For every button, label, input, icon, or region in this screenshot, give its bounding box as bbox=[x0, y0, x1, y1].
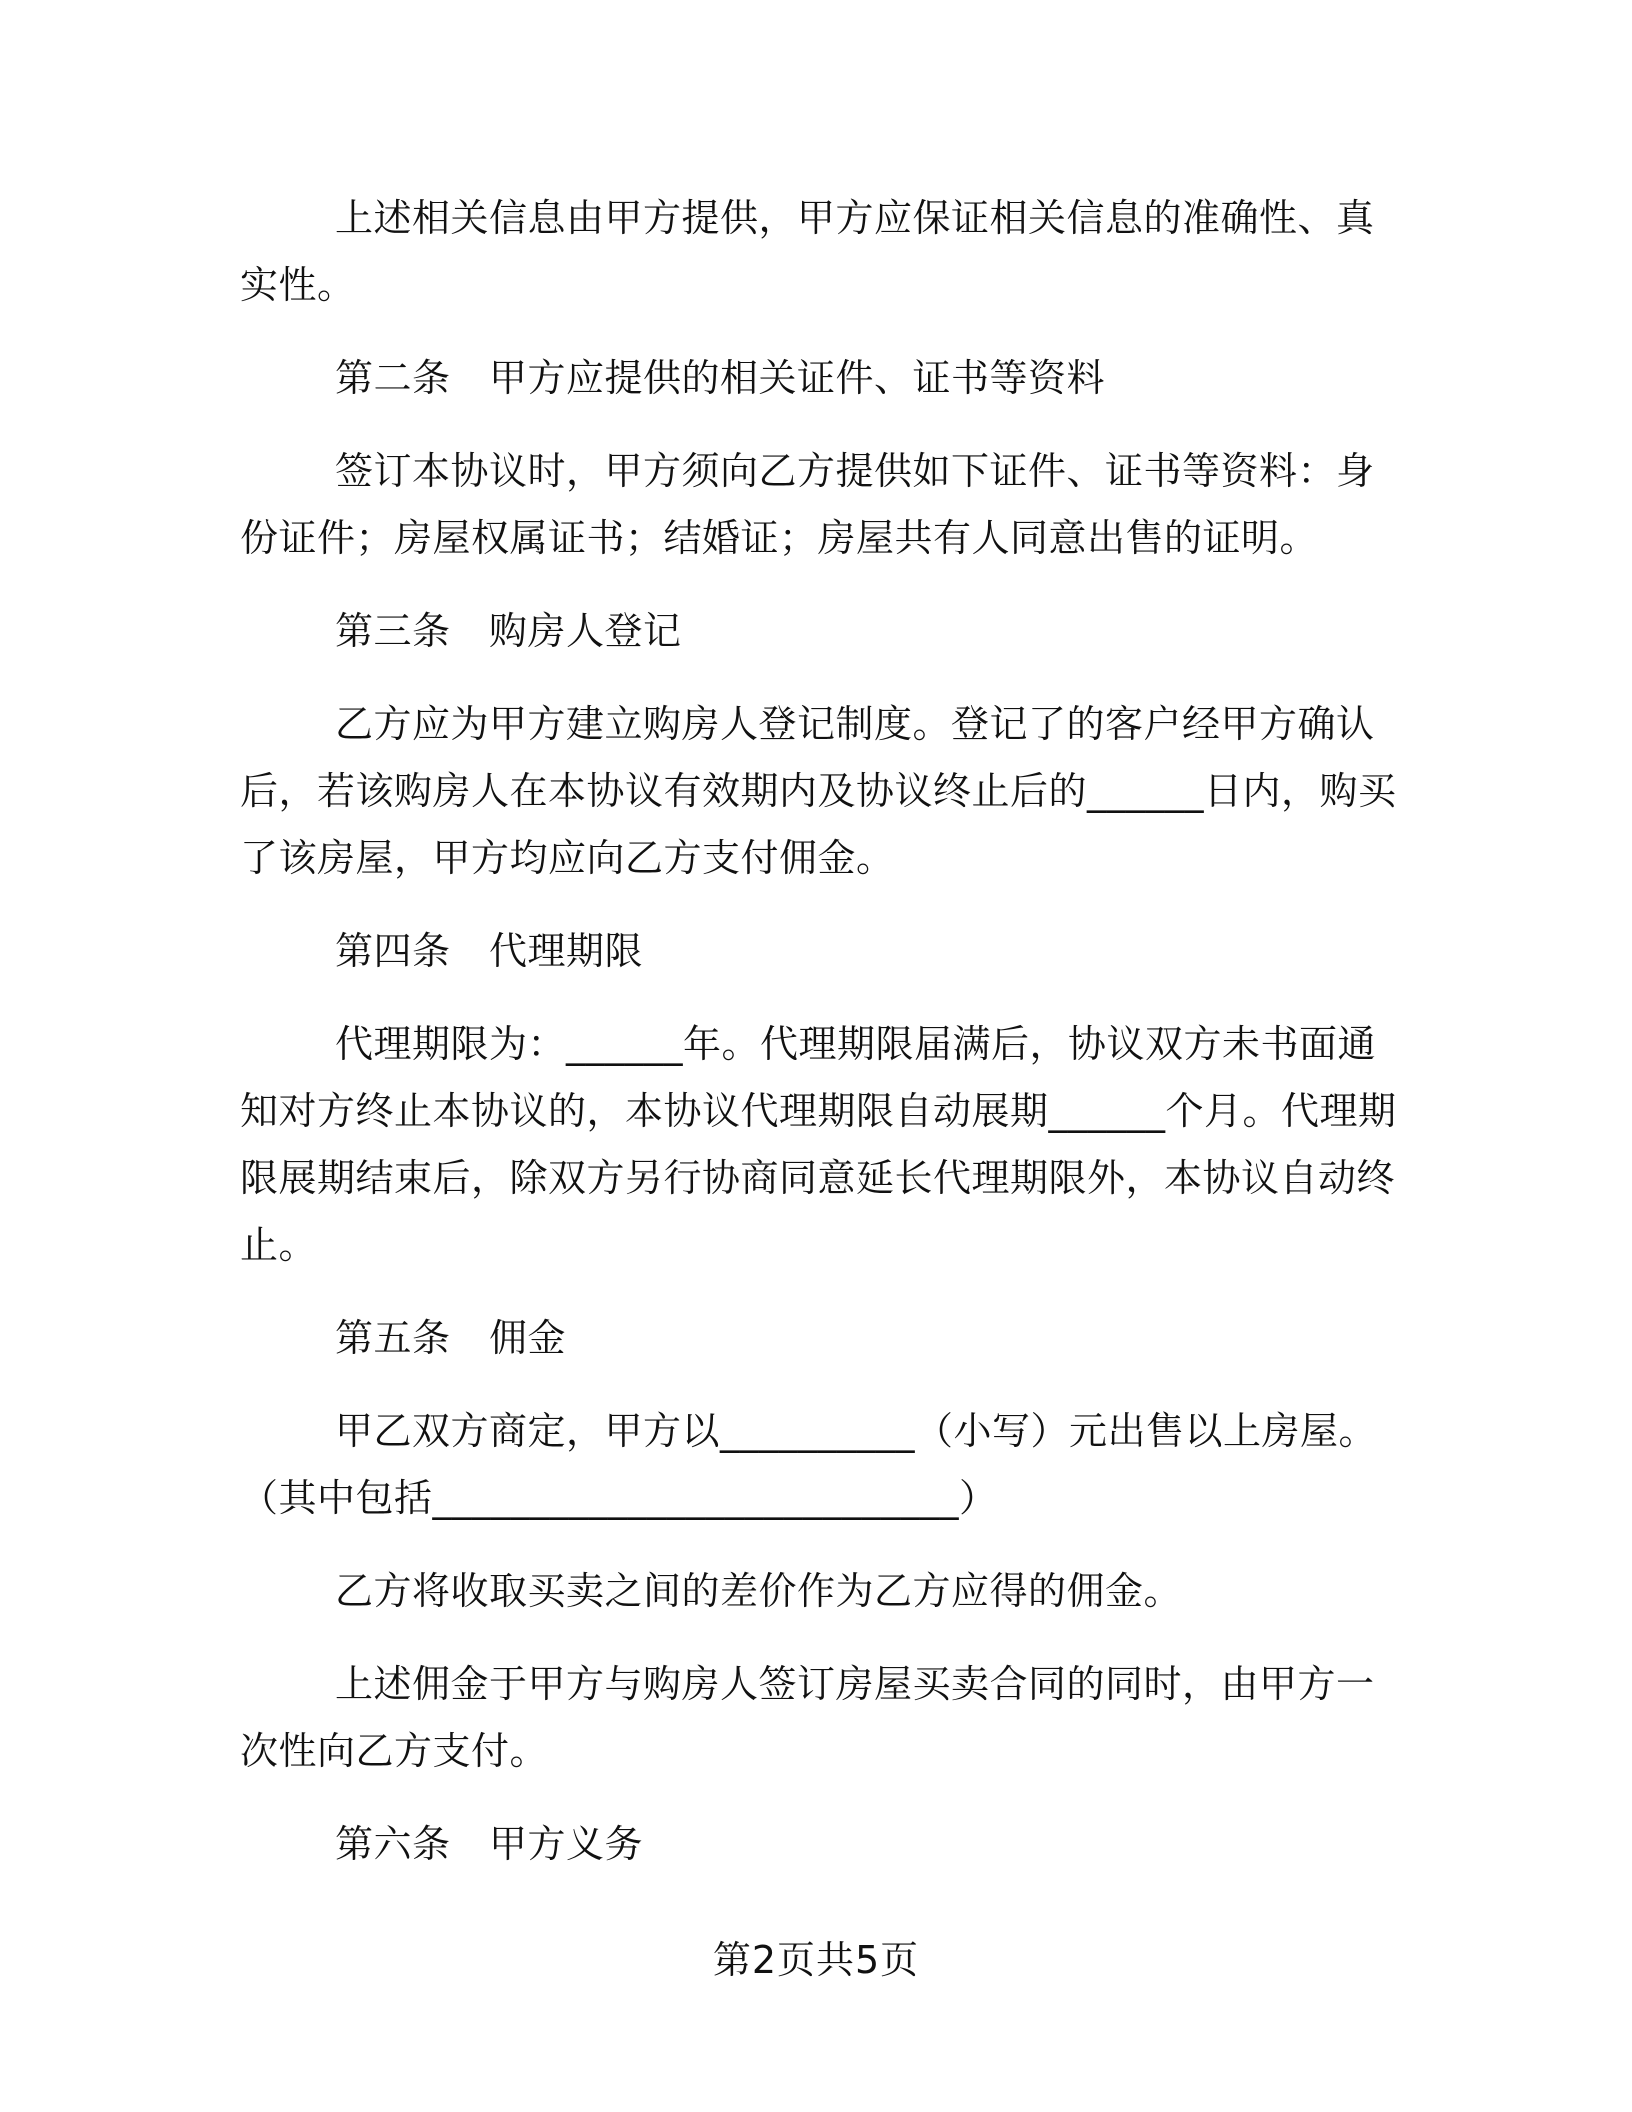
heading-article-2: 第二条 甲方应提供的相关证件、证书等资料 bbox=[335, 356, 1106, 400]
document-body bbox=[240, 185, 1410, 1904]
paragraph-agency-term: 代理期限为：______年。代理期限届满后，协议双方未书面通知对方终止本协议的，本协议代理期限自动展期______个月。代理期限展期结束后，除双方另行协商同意延长代理期限外，本协议自动终止。 bbox=[240, 1022, 1397, 1267]
heading-article-5: 第五条 佣金 bbox=[335, 1316, 567, 1360]
paragraph-info-accuracy: 上述相关信息由甲方提供，甲方应保证相关信息的准确性、真实性。 bbox=[240, 196, 1375, 307]
heading-article-6: 第六条 甲方义务 bbox=[335, 1822, 644, 1866]
paragraph-buyer-registration: 乙方应为甲方建立购房人登记制度。登记了的客户经甲方确认后，若该购房人在本协议有效期内及协议终止后的______日内，购买了该房屋，甲方均应向乙方支付佣金。 bbox=[240, 702, 1397, 880]
page-number-footer: 第2页共5页 bbox=[712, 1938, 920, 1982]
paragraph-commission-payment: 上述佣金于甲方与购房人签订房屋买卖合同的同时，由甲方一次性向乙方支付。 bbox=[240, 1662, 1375, 1773]
heading-article-3: 第三条 购房人登记 bbox=[335, 609, 682, 653]
paragraph-commission-difference: 乙方将收取买卖之间的差价作为乙方应得的佣金。 bbox=[335, 1569, 1183, 1613]
heading-article-4: 第四条 代理期限 bbox=[335, 929, 644, 973]
paragraph-sale-price: 甲乙双方商定，甲方以__________（小写）元出售以上房屋。（其中包括___________________________） bbox=[240, 1409, 1378, 1520]
paragraph-required-documents: 签订本协议时，甲方须向乙方提供如下证件、证书等资料：身份证件；房屋权属证书；结婚证；房屋共有人同意出售的证明。 bbox=[240, 449, 1375, 560]
